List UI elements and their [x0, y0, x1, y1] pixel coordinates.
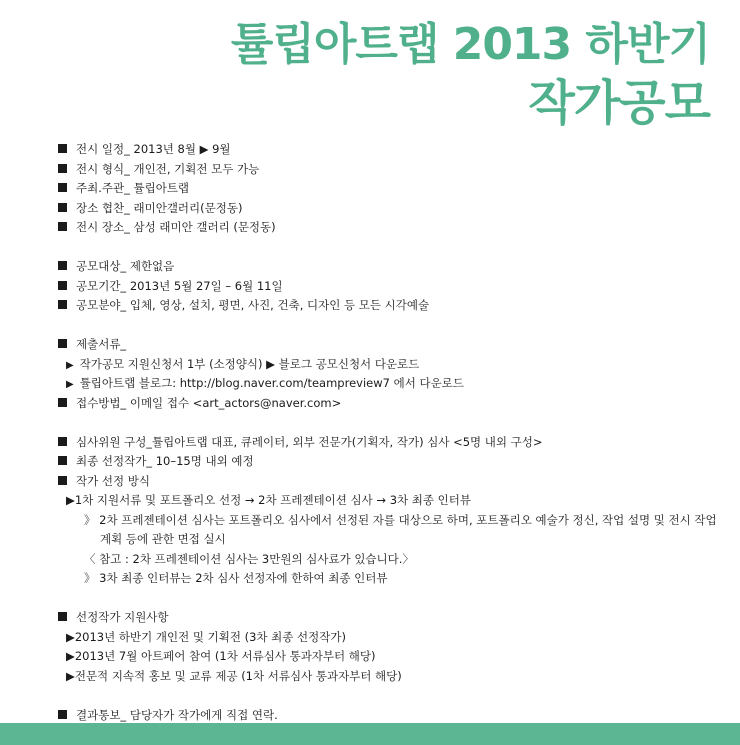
fields: 공모분야_ 입체, 영상, 설치, 평면, 사진, 건축, 디자인 등 모든 시각예술 — [76, 298, 430, 312]
documents-heading: 제출서류_ — [76, 337, 127, 351]
list-item — [58, 433, 728, 453]
list-item — [58, 296, 728, 316]
application-form: 작가공모 지원신청서 1부 (소정양식) ▶ 블로그 공모신청서 다운로드 — [79, 356, 420, 371]
exhibition-schedule: 전시 일정_ 2013년 8월 ▶ 9월 — [76, 142, 231, 156]
list-item — [58, 218, 728, 238]
venue-sponsor: 장소 협찬_ 래미안갤러리(문정동) — [76, 200, 243, 215]
support-heading: 선정작가 지원사항 — [76, 610, 169, 624]
square-bullet-icon — [58, 164, 67, 173]
square-bullet-icon — [58, 612, 67, 621]
submission-method: 접수방법_ 이메일 접수 <art_actors@naver.com> — [76, 395, 342, 410]
page-title: 튤립아트랩 2013 하반기 — [230, 19, 710, 70]
list-item — [58, 472, 728, 492]
support-item: ▶2013년 하반기 개인전 및 기획전 (3차 최종 선정작가) — [66, 629, 346, 644]
square-bullet-icon — [58, 261, 67, 270]
list-item — [58, 277, 728, 297]
square-bullet-icon — [58, 222, 67, 231]
application-period: 공모기간_ 2013년 5월 27일 – 6월 11일 — [76, 278, 283, 293]
square-bullet-icon — [58, 456, 67, 465]
note-fee: 〈 참고 : 2차 프레젠테이션 심사는 3만원의 심사료가 있습니다.〉 — [84, 551, 414, 566]
final-selection: 최종 선정작가_ 10–15명 내외 예정 — [76, 454, 254, 468]
square-bullet-icon — [58, 183, 67, 192]
announcement-body — [58, 140, 728, 745]
exhibition-format: 전시 형식_ 개인전, 기획전 모두 가능 — [76, 161, 260, 176]
list-item — [58, 199, 728, 219]
square-bullet-icon — [58, 203, 67, 212]
jury: 심사위원 구성_튤립아트랩 대표, 큐레이터, 외부 전문가(기획자, 작가) 심사 <5명 내외 구성> — [76, 434, 543, 449]
result-notice: 결과통보_ 담당자가 작가에게 직접 연락. — [76, 707, 278, 722]
selection-steps: ▶1차 지원서류 및 포트폴리오 선정 → 2차 프레젠테이션 심사 → 3차 최종 인터뷰 — [66, 493, 471, 507]
note-interview: 》 3차 최종 인터뷰는 2차 심사 선정자에 한하여 최종 인터뷰 — [84, 571, 388, 585]
blog-link[interactable]: 튤립아트랩 블로그: http://blog.naver.com/teampreview7 에서 다운로드 — [79, 376, 464, 390]
list-item — [58, 394, 728, 414]
triangle-right-icon: ▶ — [66, 379, 74, 390]
list-item — [58, 179, 728, 199]
square-bullet-icon — [58, 437, 67, 446]
triangle-right-icon: ▶ — [66, 359, 74, 371]
square-bullet-icon — [58, 710, 67, 719]
square-bullet-icon — [58, 476, 67, 485]
list-item — [58, 160, 728, 180]
list-item — [58, 140, 728, 160]
support-item: ▶전문적 지속적 홍보 및 교류 제공 (1차 서류심사 통과자부터 해당) — [66, 668, 402, 683]
selection-method: 작가 선정 방식 — [76, 473, 150, 488]
note-presentation-cont: 계획 등에 관한 면접 실시 — [100, 532, 226, 546]
list-item — [58, 355, 728, 375]
support-item: ▶2013년 7월 아트페어 참여 (1차 서류심사 통과자부터 해당) — [66, 649, 376, 663]
list-item — [58, 608, 728, 628]
list-item — [58, 374, 728, 394]
list-item — [58, 335, 728, 355]
list-item — [58, 257, 728, 277]
square-bullet-icon — [58, 281, 67, 290]
title-block — [231, 16, 710, 132]
square-bullet-icon — [58, 144, 67, 153]
venue: 전시 장소_ 삼성 래미안 갤러리 (문정동) — [76, 220, 276, 234]
organizer: 주최.주관_ 튤립아트랩 — [76, 181, 190, 195]
eligibility: 공모대상_ 제한없음 — [76, 259, 175, 273]
footer-bar — [0, 723, 740, 745]
note-presentation: 》 2차 프레젠테이션 심사는 포트폴리오 심사에서 선정된 자를 대상으로 하며, 포트폴리오 예술가 정신, 작업 설명 및 전시 작업 — [84, 512, 717, 527]
square-bullet-icon — [58, 300, 67, 309]
list-item — [58, 452, 728, 472]
square-bullet-icon — [58, 339, 67, 348]
square-bullet-icon — [58, 398, 67, 407]
page-subtitle: 작가공모 — [528, 75, 710, 131]
